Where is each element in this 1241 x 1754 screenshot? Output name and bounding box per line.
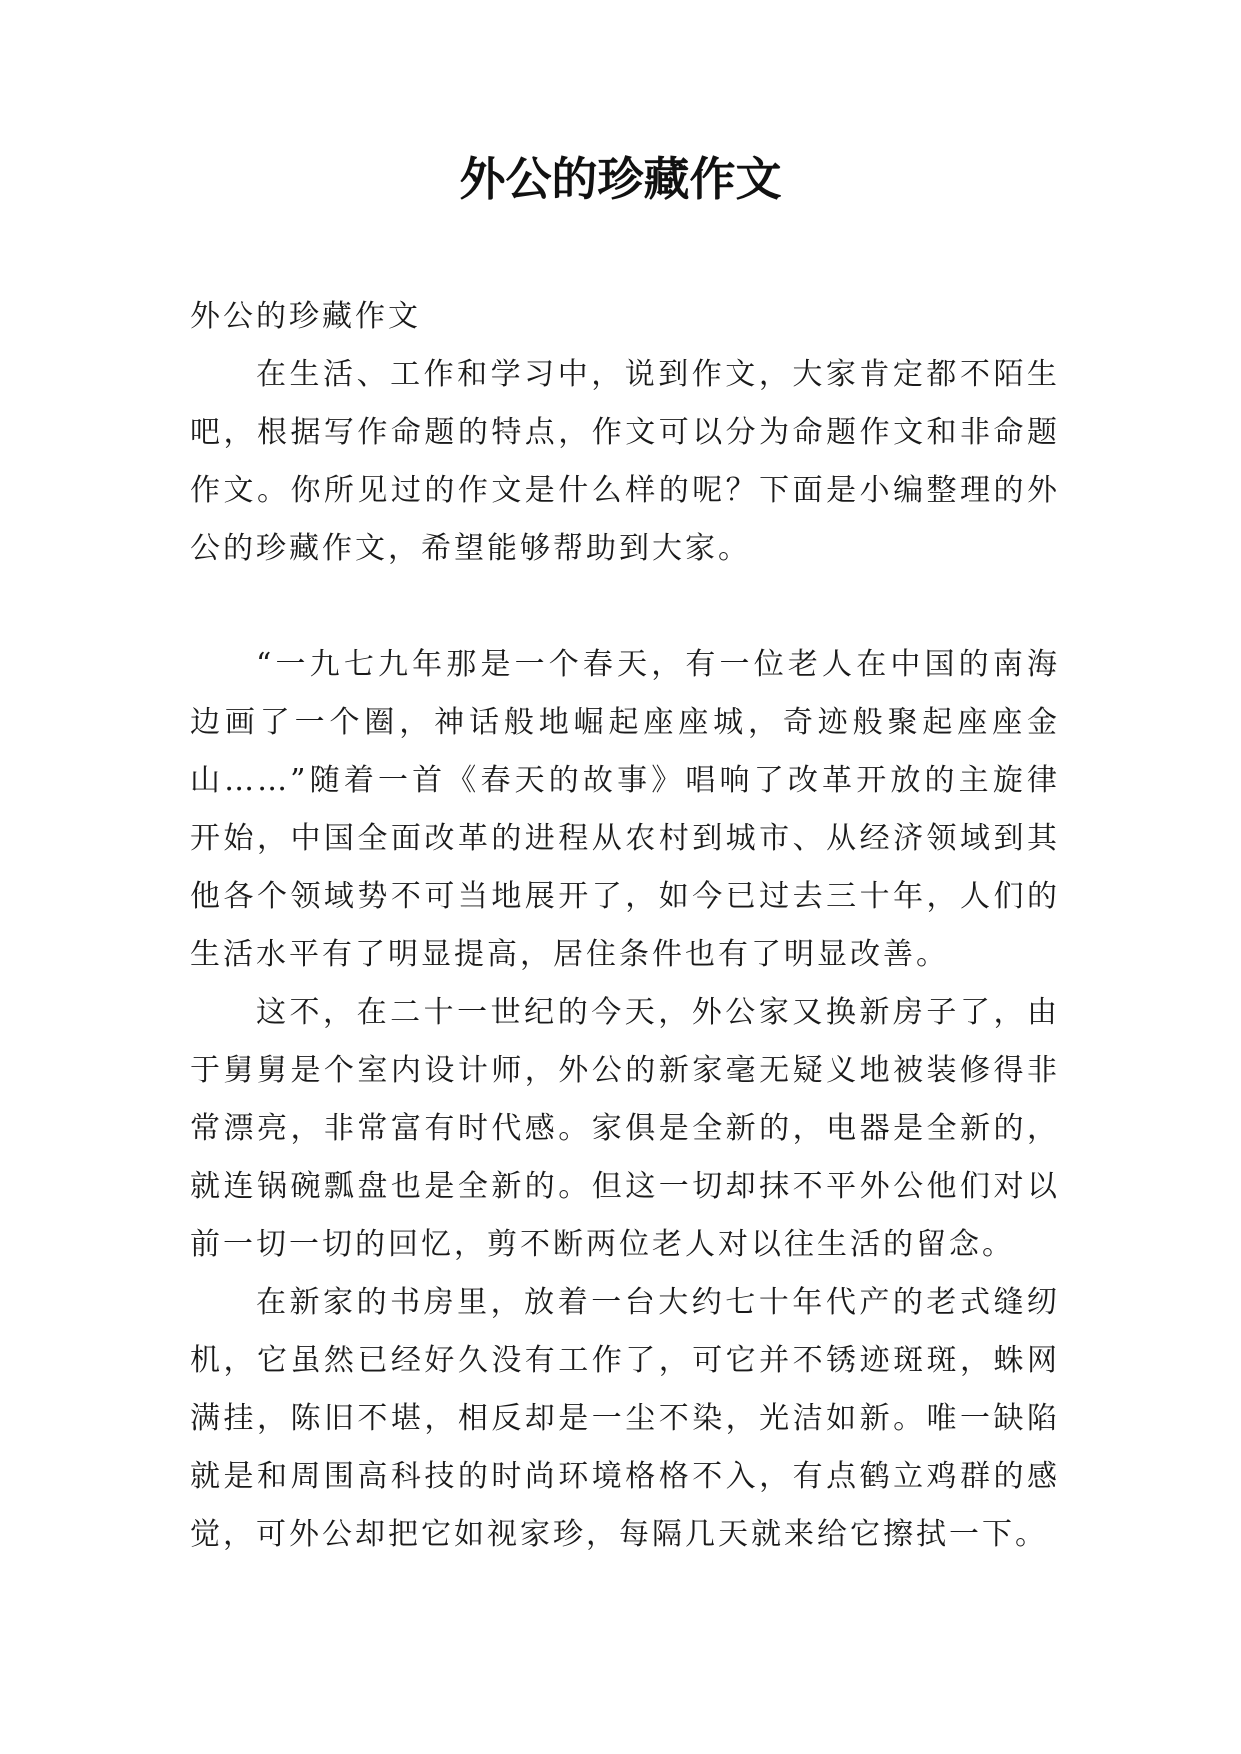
body-paragraph-3: 在新家的书房里，放着一台大约七十年代产的老式缝纫机，它虽然已经好久没有工作了，可它并不锈迹斑斑，蛛网满挂，陈旧不堪，相反却是一尘不染，光洁如新。唯一缺陷就是和周围高科技的时尚环境格格不入，有点鹤立鸡群的感觉，可外公却把它如视家珍，每隔几天就来给它擦拭一下。 (190, 1285, 1060, 1552)
intro-paragraph: 在生活、工作和学习中，说到作文，大家肯定都不陌生吧，根据写作命题的特点，作文可以分为命题作文和非命题作文。你所见过的作文是什么样的呢？下面是小编整理的外公的珍藏作文，希望能够帮助到大家。 (190, 357, 1060, 566)
document-subtitle: 外公的珍藏作文 (190, 299, 421, 334)
body-paragraph-1: “一九七九年那是一个春天，有一位老人在中国的南海边画了一个圈，神话般地崛起座座城，奇迹般聚起座座金山……”随着一首《春天的故事》唱响了改革开放的主旋律开始，中国全面改革的进程从农村到城市、从经济领域到其他各个领域势不可当地展开了，如今已过去三十年，人们的生活水平有了明显提高，居住条件也有了明显改善。 (190, 647, 1060, 972)
document-body (190, 288, 1060, 1564)
body-paragraph-2: 这不，在二十一世纪的今天，外公家又换新房子了，由于舅舅是个室内设计师，外公的新家毫无疑义地被装修得非常漂亮，非常富有时代感。家俱是全新的，电器是全新的，就连锅碗瓢盘也是全新的。但这一切却抹不平外公他们对以前一切一切的回忆，剪不断两位老人对以往生活的留念。 (190, 995, 1060, 1262)
paragraph-spacer (190, 578, 1060, 636)
document-title: 外公的珍藏作文 (459, 152, 782, 206)
